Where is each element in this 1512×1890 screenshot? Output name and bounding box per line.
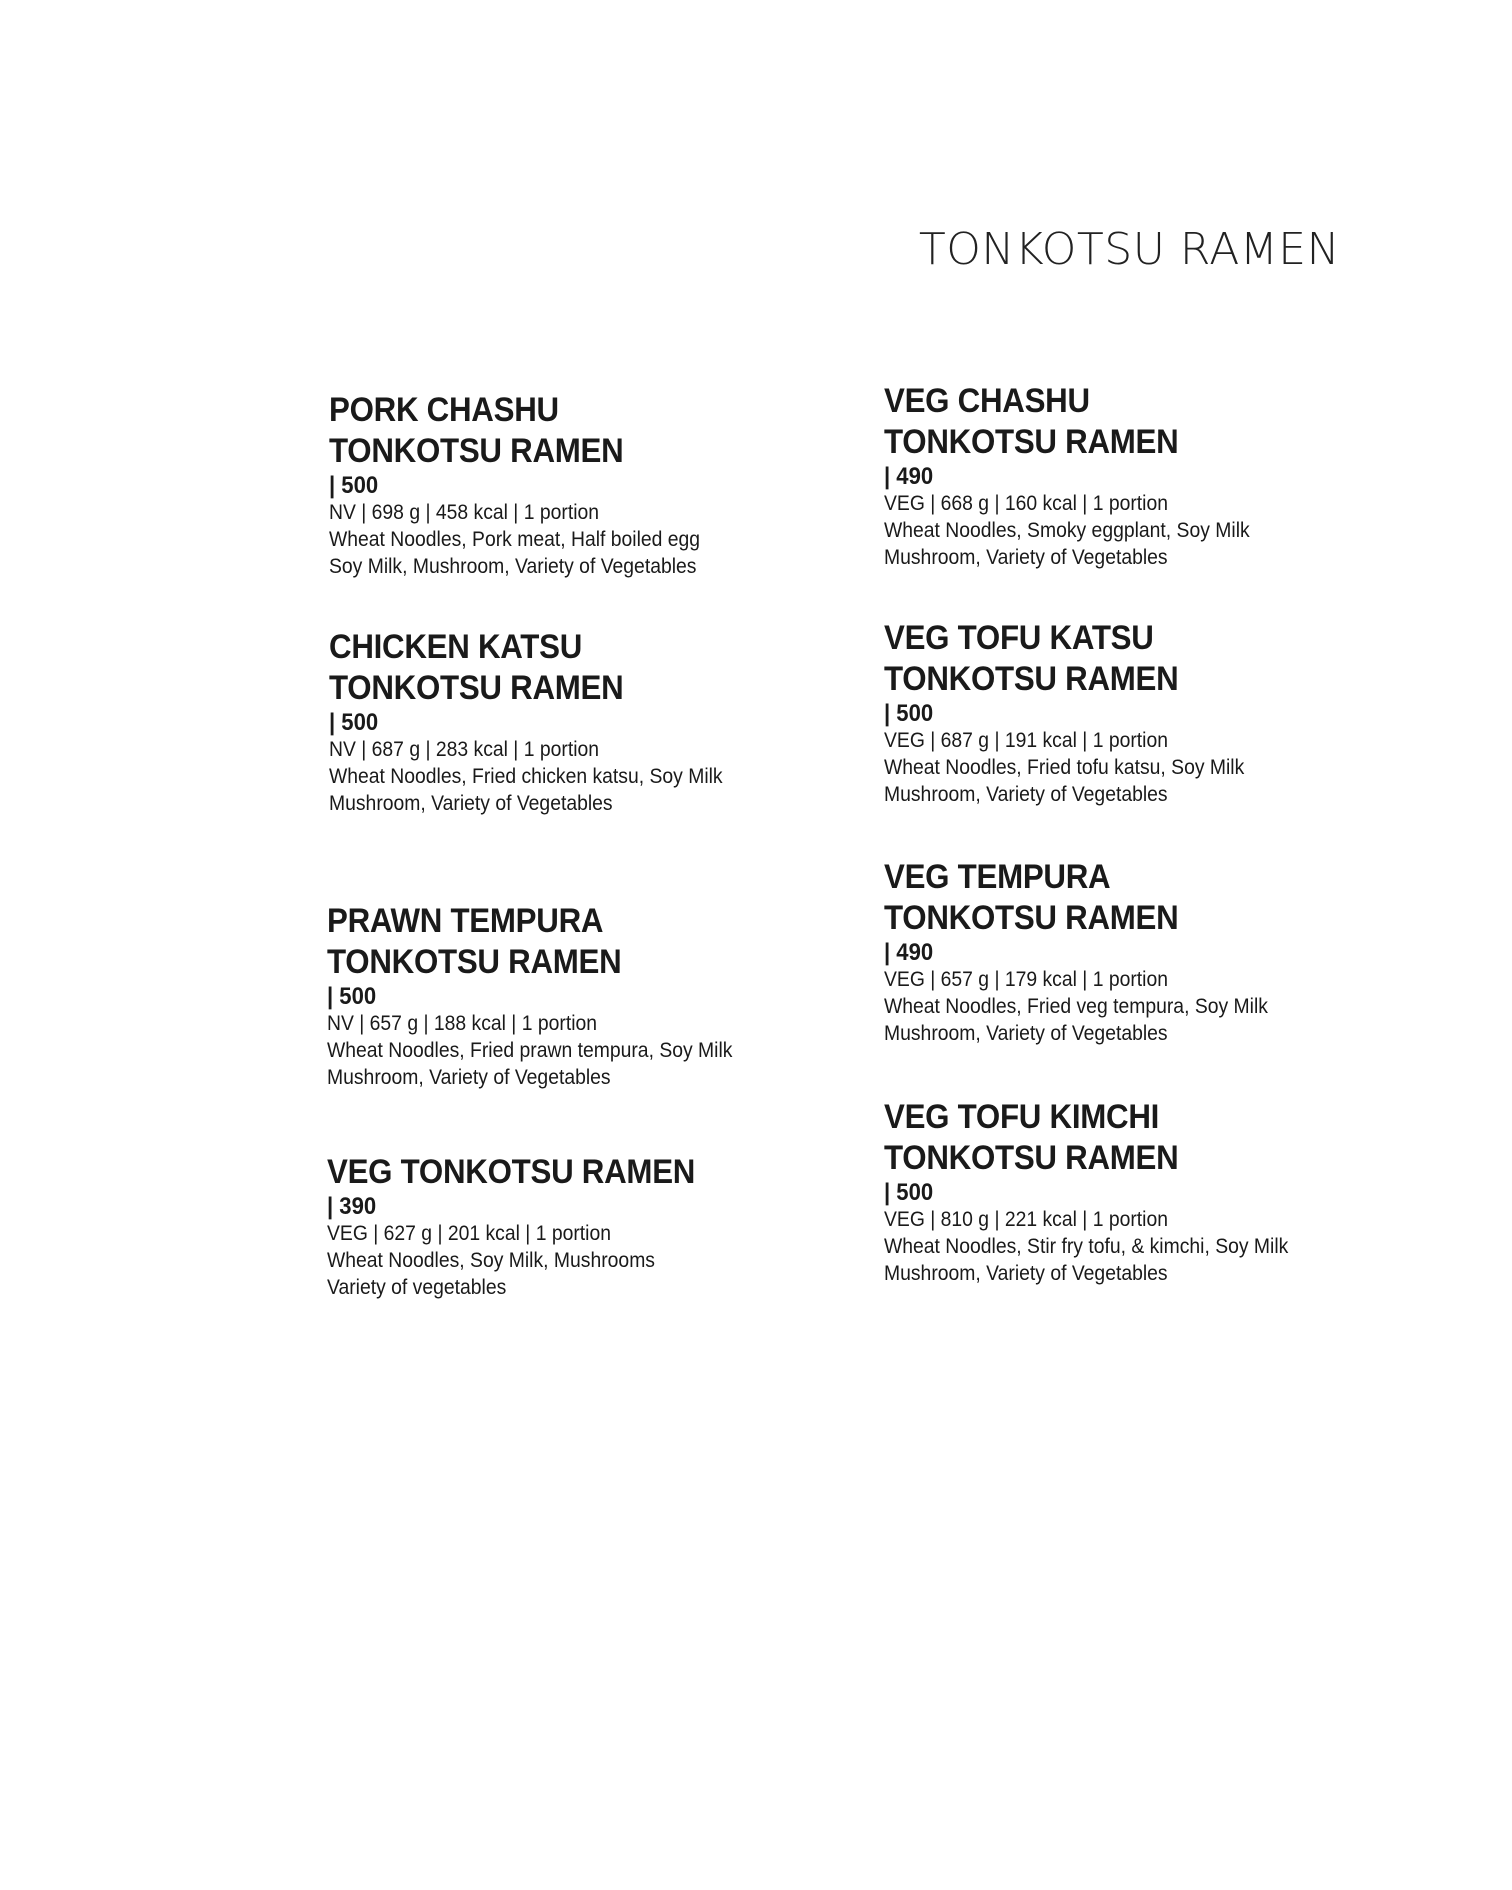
item-description-line1: Wheat Noodles, Soy Milk, Mushrooms	[327, 1248, 655, 1272]
menu-item-veg-tofu-kimchi	[884, 1097, 1364, 1287]
item-name-line2: TONKOTSU RAMEN	[329, 669, 624, 707]
item-description-line2: Mushroom, Variety of Vegetables	[884, 1021, 1168, 1045]
menu-item-veg-chashu	[884, 381, 1364, 571]
item-price: | 490	[884, 463, 934, 490]
item-price: | 500	[884, 700, 934, 727]
item-description-line2: Mushroom, Variety of Vegetables	[329, 791, 613, 815]
item-name-line1: PORK CHASHU	[329, 391, 559, 429]
item-name-line2: TONKOTSU RAMEN	[884, 423, 1179, 461]
menu-item-veg-tofu-katsu	[884, 618, 1364, 808]
item-description-line2: Mushroom, Variety of Vegetables	[884, 782, 1168, 806]
menu-item-veg-tonkotsu	[327, 1152, 807, 1301]
item-info: VEG | 668 g | 160 kcal | 1 portion	[884, 491, 1169, 515]
menu-item-chicken-katsu	[329, 627, 809, 817]
item-description-line1: Wheat Noodles, Stir fry tofu, & kimchi, Soy Milk	[884, 1234, 1289, 1258]
item-info: NV | 698 g | 458 kcal | 1 portion	[329, 500, 600, 524]
item-name-line2: TONKOTSU RAMEN	[329, 432, 624, 470]
item-name-line1: PRAWN TEMPURA	[327, 902, 604, 940]
item-description-line1: Wheat Noodles, Pork meat, Half boiled egg	[329, 527, 701, 551]
item-info: VEG | 657 g | 179 kcal | 1 portion	[884, 967, 1169, 991]
item-name-line2: TONKOTSU RAMEN	[884, 1139, 1179, 1177]
item-name-line1: VEG CHASHU	[884, 382, 1090, 420]
item-description-line2: Mushroom, Variety of Vegetables	[884, 545, 1168, 569]
item-info: VEG | 687 g | 191 kcal | 1 portion	[884, 728, 1169, 752]
item-info: VEG | 810 g | 221 kcal | 1 portion	[884, 1207, 1169, 1231]
item-description-line1: Wheat Noodles, Fried veg tempura, Soy Milk	[884, 994, 1268, 1018]
item-name-line1: VEG TONKOTSU RAMEN	[327, 1153, 696, 1191]
item-name-line1: VEG TOFU KATSU	[884, 619, 1154, 657]
item-price: | 500	[329, 472, 379, 499]
item-info: NV | 657 g | 188 kcal | 1 portion	[327, 1011, 598, 1035]
item-name-line2: TONKOTSU RAMEN	[327, 943, 622, 981]
item-name-line1: VEG TEMPURA	[884, 858, 1111, 896]
item-name-line1: CHICKEN KATSU	[329, 628, 583, 666]
item-info: VEG | 627 g | 201 kcal | 1 portion	[327, 1221, 612, 1245]
menu-item-prawn-tempura	[327, 901, 807, 1091]
item-price: | 490	[884, 939, 934, 966]
item-description-line1: Wheat Noodles, Fried tofu katsu, Soy Milk	[884, 755, 1245, 779]
item-info: NV | 687 g | 283 kcal | 1 portion	[329, 737, 600, 761]
item-description-line2: Soy Milk, Mushroom, Variety of Vegetables	[329, 554, 697, 578]
item-name-line1: VEG TOFU KIMCHI	[884, 1098, 1160, 1136]
menu-item-pork-chashu	[329, 390, 809, 580]
item-description-line1: Wheat Noodles, Smoky eggplant, Soy Milk	[884, 518, 1250, 542]
item-price: | 390	[327, 1193, 377, 1220]
item-price: | 500	[327, 983, 377, 1010]
item-name-line2: TONKOTSU RAMEN	[884, 899, 1179, 937]
item-price: | 500	[884, 1179, 934, 1206]
item-price: | 500	[329, 709, 379, 736]
item-description-line2: Variety of vegetables	[327, 1275, 507, 1299]
item-description-line1: Wheat Noodles, Fried prawn tempura, Soy Milk	[327, 1038, 733, 1062]
menu-item-veg-tempura	[884, 857, 1364, 1047]
section-title: TONKOTSU RAMEN	[918, 224, 1340, 275]
item-name-line2: TONKOTSU RAMEN	[884, 660, 1179, 698]
item-description-line2: Mushroom, Variety of Vegetables	[884, 1261, 1168, 1285]
item-description-line2: Mushroom, Variety of Vegetables	[327, 1065, 611, 1089]
item-description-line1: Wheat Noodles, Fried chicken katsu, Soy Milk	[329, 764, 723, 788]
